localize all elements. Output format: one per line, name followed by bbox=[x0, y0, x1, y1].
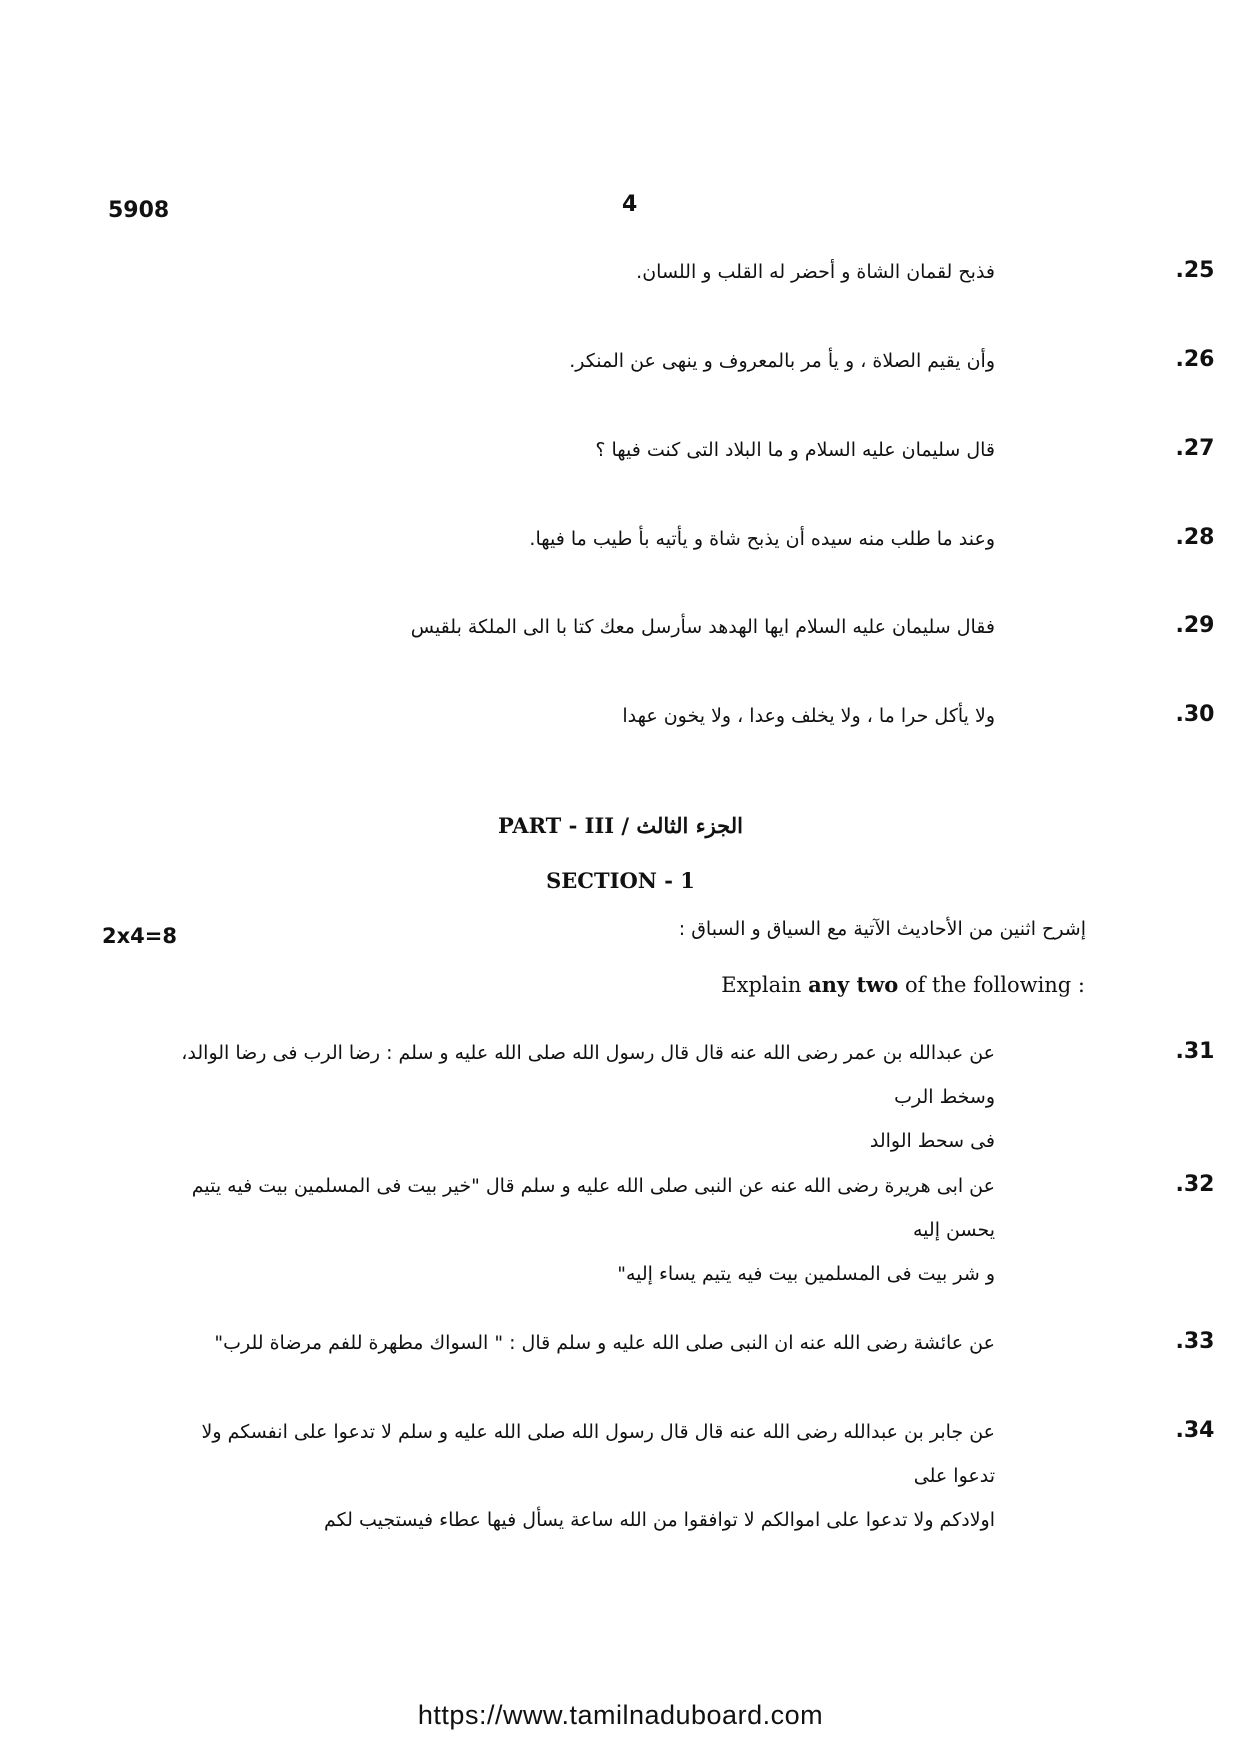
part-heading-english: PART - III / bbox=[498, 813, 630, 838]
footer-url: https://www.tamilnaduboard.com bbox=[417, 1700, 824, 1730]
question-text: وأن يقيم الصلاة ، و يأ مر بالمعروف و ينهى عن المنكر. bbox=[569, 350, 995, 372]
question-line: و شر بيت فى المسلمين بيت فيه يتيم يساء إليه" bbox=[617, 1263, 995, 1285]
question-number: .32 bbox=[1175, 1172, 1215, 1197]
instruction-english-bold: any two bbox=[808, 972, 899, 997]
question-number: .26 bbox=[1175, 347, 1215, 372]
question-line: فى سحط الوالد bbox=[869, 1130, 995, 1152]
question-text bbox=[160, 1164, 995, 1296]
question-text bbox=[160, 1321, 995, 1365]
question-text: فقال سليمان عليه السلام ايها الهدهد سأرسل معك كتا با الى الملكة بلقيس bbox=[410, 616, 995, 638]
question-text: فذبح لقمان الشاة و أحضر له القلب و اللسان. bbox=[636, 261, 995, 283]
page-number: 4 bbox=[622, 192, 638, 217]
question-line: اولادكم ولا تدعوا على اموالكم لا توافقوا من الله ساعة يسأل فيها عطاء فيستجيب لكم bbox=[324, 1509, 995, 1531]
question-text: وعند ما طلب منه سيده أن يذبح شاة و يأتيه بأ طيب ما فيها. bbox=[529, 528, 995, 550]
question-number: .29 bbox=[1175, 613, 1215, 638]
question-number: .33 bbox=[1175, 1329, 1215, 1354]
question-number: .31 bbox=[1175, 1039, 1215, 1064]
question-number: .30 bbox=[1175, 702, 1215, 727]
question-line: عن عبدالله بن عمر رضى الله عنه قال قال رسول الله صلى الله عليه و سلم : رضا الرب فى رضا الوالد، وسخط الرب bbox=[181, 1042, 995, 1108]
question-line: عن جابر بن عبدالله رضى الله عنه قال قال رسول الله صلى الله عليه و سلم لا تدعوا على انفسكم ولا تدعوا على bbox=[201, 1421, 995, 1487]
instruction-english bbox=[721, 972, 1085, 997]
question-number: .25 bbox=[1175, 258, 1215, 283]
marks-allocation: 2x4=8 bbox=[102, 924, 177, 948]
question-line: عن عائشة رضى الله عنه ان النبى صلى الله عليه و سلم قال : " السواك مطهرة للفم مرضاة للرب" bbox=[214, 1332, 995, 1354]
section-heading: SECTION - 1 bbox=[546, 868, 695, 893]
question-text: قال سليمان عليه السلام و ما البلاد التى كنت فيها ؟ bbox=[595, 439, 995, 461]
question-text: ولا يأكل حرا ما ، ولا يخلف وعدا ، ولا يخون عهدا bbox=[622, 705, 995, 727]
instruction-english-pre: Explain bbox=[721, 973, 809, 997]
part-heading-arabic: الجزء الثالث bbox=[636, 813, 743, 838]
paper-code: 5908 bbox=[108, 198, 170, 223]
question-line: عن ابى هريرة رضى الله عنه عن النبى صلى الله عليه و سلم قال "خير بيت فى المسلمين بيت فيه يتيم يحسن إليه bbox=[191, 1175, 995, 1241]
instruction-arabic: إشرح اثنين من الأحاديث الآتية مع السياق و السباق : bbox=[678, 918, 1086, 940]
question-number: .34 bbox=[1175, 1418, 1215, 1443]
question-text bbox=[160, 1031, 995, 1163]
part-heading bbox=[0, 813, 1241, 838]
question-text bbox=[160, 1410, 995, 1542]
question-number: .27 bbox=[1175, 436, 1215, 461]
question-number: .28 bbox=[1175, 525, 1215, 550]
instruction-english-post: of the following : bbox=[898, 973, 1085, 997]
